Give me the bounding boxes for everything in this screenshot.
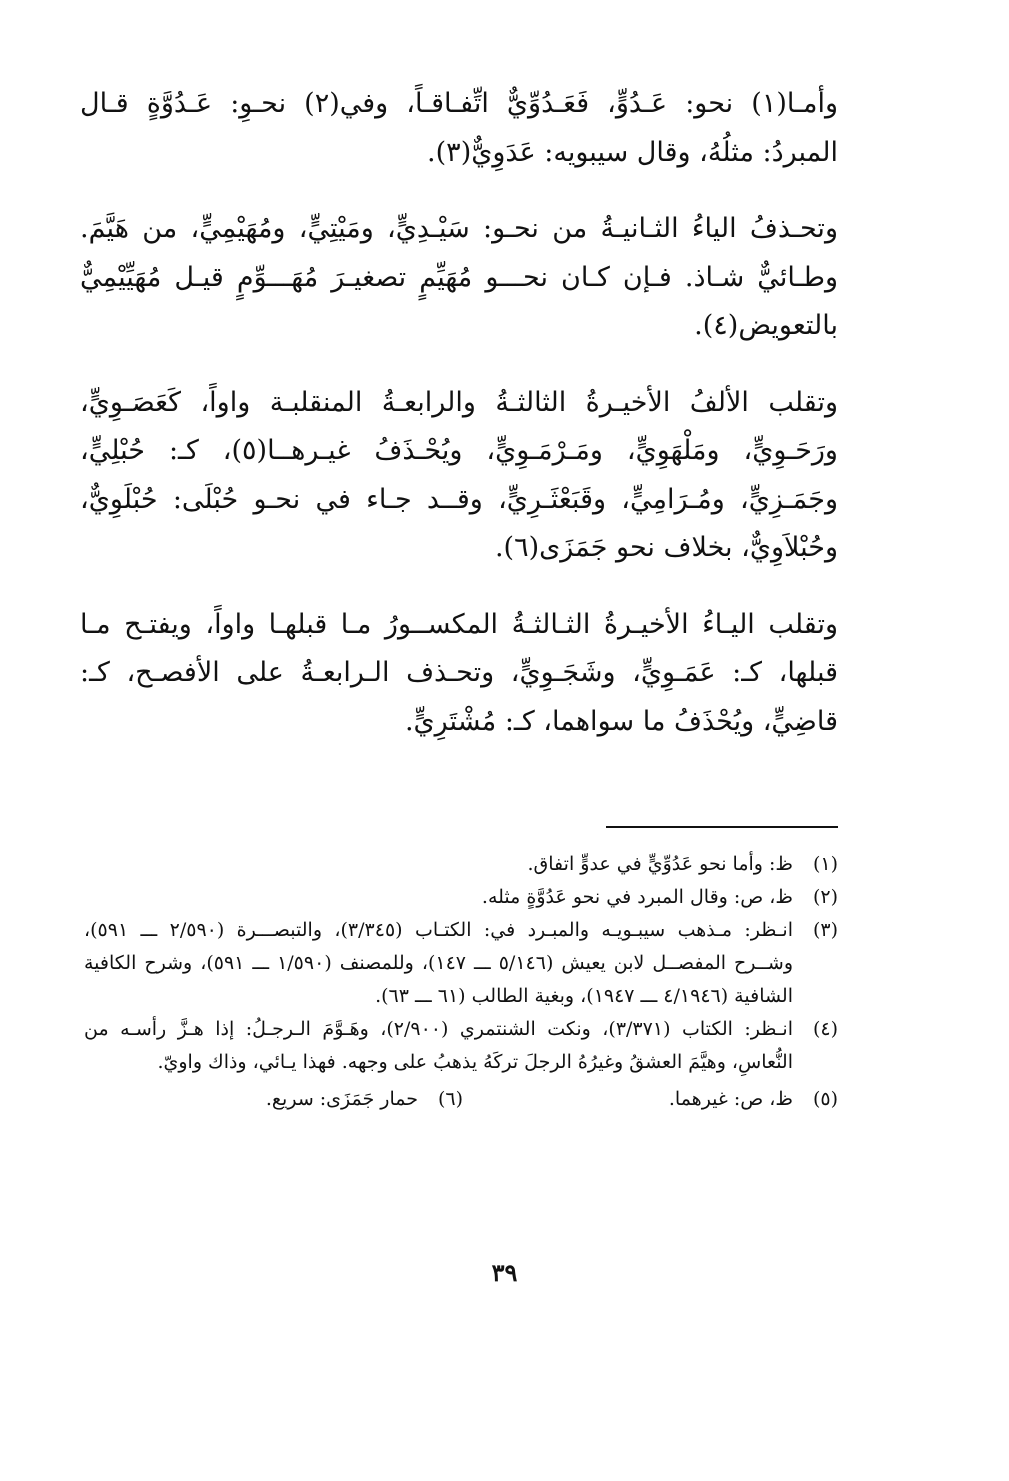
footnote-row xyxy=(84,1083,838,1116)
paragraph-4: وتقلب اليـاءُ الأخيـرةُ الثـالثـةُ المكســورُ مـا قبلهـا واواً، ويفتـح مـا قبلها، كـ: عَمَـوِيٍّ، وشَجَـوِيٍّ، وتحـذف الـرابعـةُ على الأفصـح، كـ: قاضِيٍّ، ويُحْذَفُ ما سواهما، كـ: مُشْتَرِيٍّ. xyxy=(80,608,838,737)
page-number: ٣٩ xyxy=(491,1258,518,1287)
footnote-5 xyxy=(463,1083,838,1116)
footnote-number: (٥) xyxy=(812,1088,838,1110)
footnote-6 xyxy=(88,1083,463,1116)
paragraph-3: وتقلب الألفُ الأخيـرةُ الثالثـةُ والرابعـةُ المنقلبـة واواً، كَعَصَـوِيٍّ، ورَحَـوِيٍّ، ومَلْهَوِيٍّ، ومَـرْمَـوِيٍّ، ويُحْـذَفُ غيـرهــا(٥)، كـ: حُبْلِيٍّ، وجَمَـزِيٍّ، ومُـرَامِيٍّ، وقَبَعْثَـرِيٍّ، وقــد جـاء في نحـو حُبْلَى: حُبْلَوِيٌّ، وحُبْلاَوِيٌّ، بخلاف نحو جَمَزَى(٦). xyxy=(80,386,838,563)
main-text xyxy=(80,80,838,774)
footnote-2 xyxy=(84,881,838,914)
footnote-separator xyxy=(606,826,838,828)
footnote-text: انـظر: الكتاب (٣/٣٧١)، ونكت الشنتمري (٢/٩٠٠)، وهَـوَّمَ الـرجـلُ: إذا هـزَّ رأسـه من النُّعاسِ، وهيَّمَ العشقُ وغيرُهُ الرجلَ تركَهُ يذهبُ على وجهه. فهذا يـائي، وذاك واويّ. xyxy=(84,1018,793,1073)
footnote-1 xyxy=(84,848,838,881)
footnote-text: ظ، ص: غيرهما. xyxy=(668,1088,793,1110)
paragraph-2: وتحـذفُ الياءُ الثـانيـةُ من نحـو: سَيْـدِيٍّ، ومَيْتِيٍّ، ومُهَيْمِيٍّ، من هَيَّمَ. وطـائيٌّ شـاذ. فـإن كـان نحـــو مُهَيِّمٍ تصغيـرَ مُهَـــوِّمٍ قيـل مُهَيِّيْمِيٌّ بالتعويض(٤). xyxy=(80,213,838,341)
footnote-number: (٣) xyxy=(812,919,838,941)
footnote-number: (١) xyxy=(812,853,838,875)
footnotes xyxy=(84,848,838,1116)
footnote-text: ظ: وأما نحو عَدُوِّيٍّ في عدوٍّ اتفاق. xyxy=(527,853,793,875)
footnote-text: ظ، ص: وقال المبرد في نحو عَدُوَّةٍ مثله. xyxy=(481,886,793,908)
footnote-3 xyxy=(84,914,838,1013)
footnote-text: انـظر: مـذهب سيبـويـه والمبـرد في: الكتـاب (٣/٣٤٥)، والتبصـــرة (٢/٥٩٠ ـــ ٥٩١)، وشــرح المفصــل لابن يعيش (٥/١٤٦ ـــ ١٤٧)، وللمصنف (١/٥٩٠ ـــ ٥٩١)، وشرح الكافية الشافية (٤/١٩٤٦ ـــ ١٩٤٧)، وبغية الطالب (٦١ ـــ ٦٣). xyxy=(84,919,793,1007)
footnote-4 xyxy=(84,1013,838,1079)
footnote-number: (٢) xyxy=(812,886,838,908)
paragraph-1: وأمـا(١) نحو: عَـدُوٍّ، فَعَـدُوِّيٌّ اتِّفـاقـاً، وفي(٢) نحـوِ: عَـدُوَّةٍ قـال المبردُ: مثلُهُ، وقال سيبويه: عَدَوِيٌّ(٣). xyxy=(80,88,839,168)
footnote-number: (٦) xyxy=(437,1088,463,1110)
footnote-text: حمار جَمَزَى: سريع. xyxy=(265,1088,418,1110)
footnote-number: (٤) xyxy=(812,1018,838,1040)
